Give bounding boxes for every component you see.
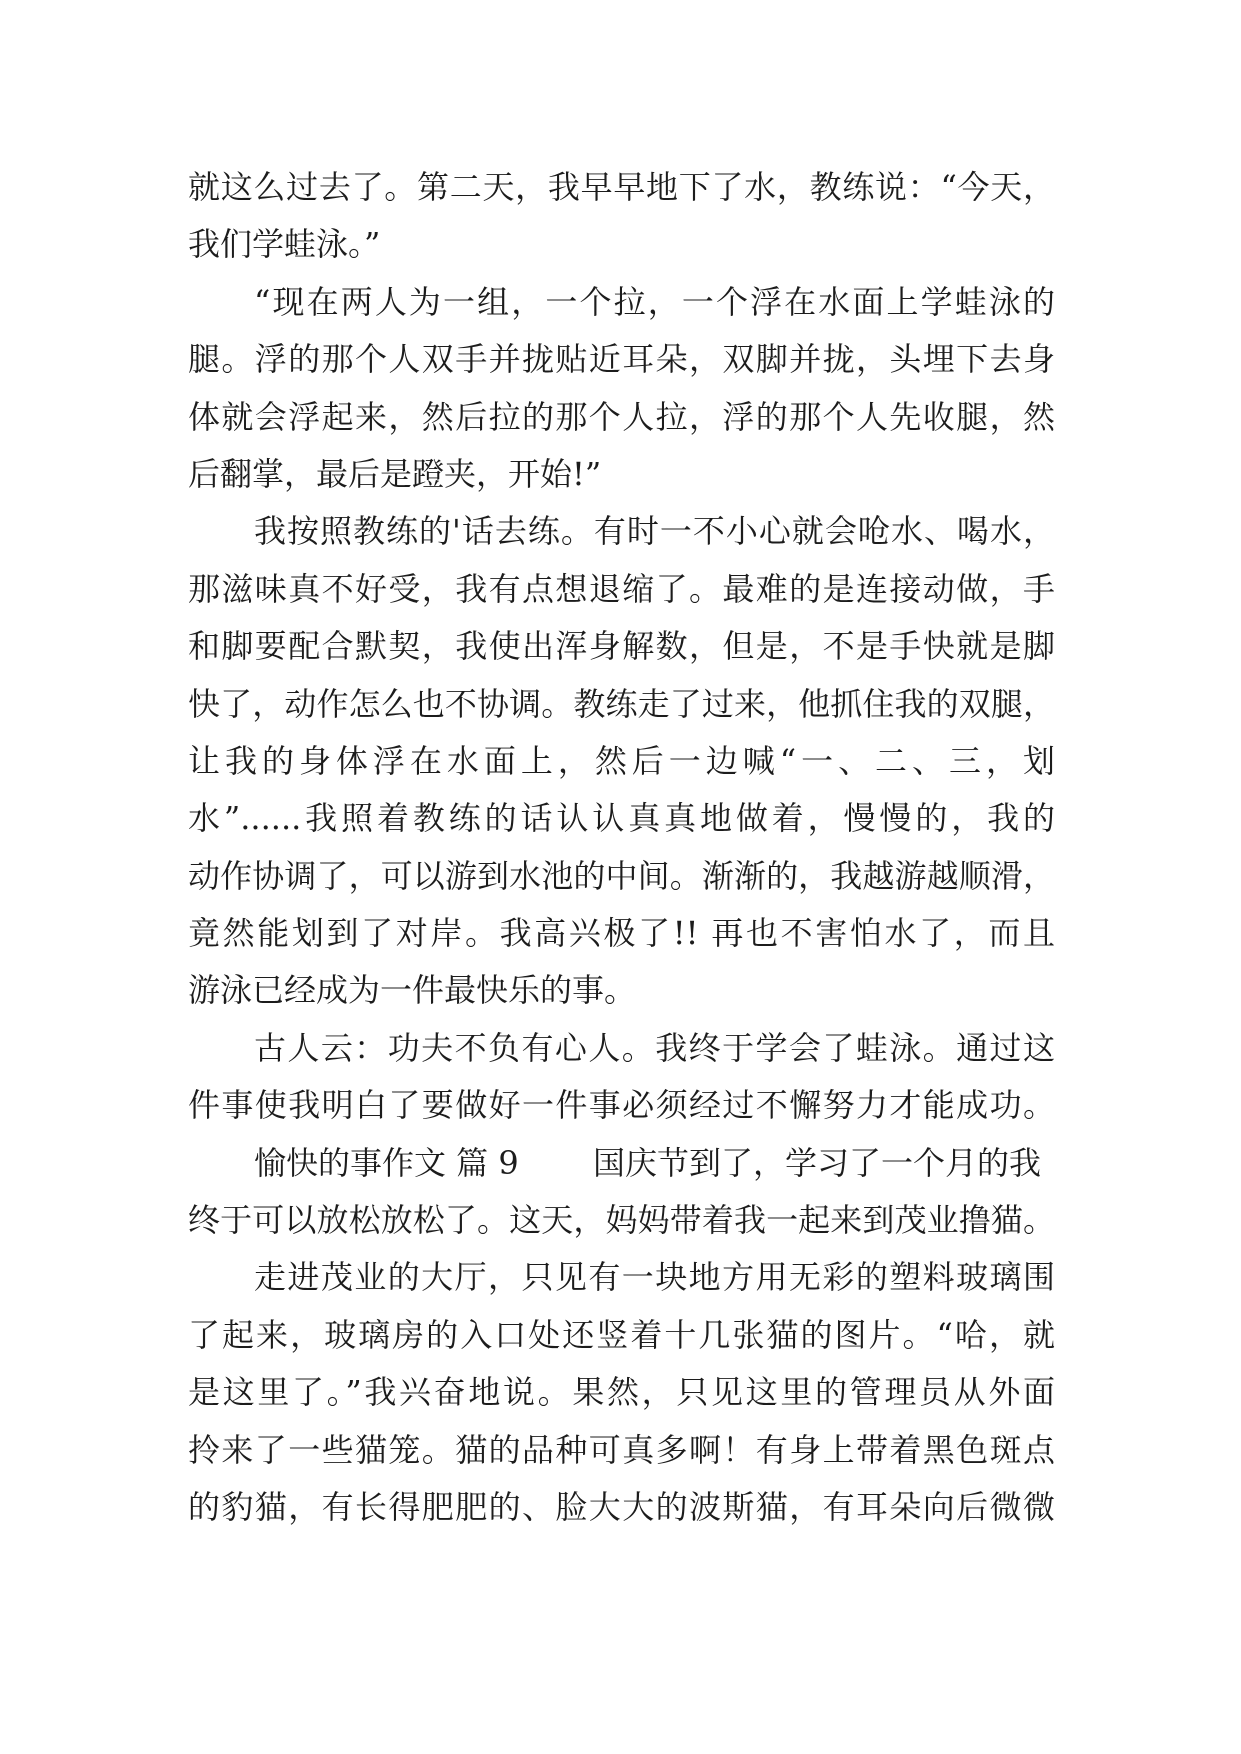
text-line: 和脚要配合默契，我使出浑身解数，但是，不是手快就是脚 — [188, 627, 1055, 666]
paragraph — [188, 159, 1055, 274]
text-line: 体就会浮起来，然后拉的那个人拉，浮的那个人先收腿，然 — [188, 397, 1055, 436]
text-line: 让我的身体浮在水面上，然后一边喊“一、二、三，划 — [188, 741, 1055, 780]
text-line: 终于可以放松放松了。这天，妈妈带着我一起来到茂业撸猫。 — [188, 1201, 1055, 1240]
text-line: 腿。浮的那个人双手并拢贴近耳朵，双脚并拢，头埋下去身 — [188, 340, 1055, 379]
paragraph — [188, 503, 1055, 1020]
paragraph — [188, 1249, 1055, 1536]
text-line: 拎来了一些猫笼。猫的品种可真多啊！有身上带着黑色斑点 — [188, 1430, 1055, 1469]
text-line: 游泳已经成为一件最快乐的事。 — [188, 971, 637, 1010]
paragraph — [188, 1020, 1055, 1135]
text-line: 我们学蛙泳。” — [188, 225, 381, 264]
text-line: 是这里了。”我兴奋地说。果然，只见这里的管理员从外面 — [188, 1373, 1055, 1412]
text-line: 走进茂业的大厅，只见有一块地方用无彩的塑料玻璃围 — [254, 1258, 1055, 1297]
text-line: 那滋味真不好受，我有点想退缩了。最难的是连接动做，手 — [188, 569, 1055, 608]
text-line: 快了，动作怎么也不协调。教练走了过来，他抓住我的双腿， — [188, 684, 1055, 723]
text-line — [188, 1135, 1055, 1192]
paragraph — [188, 274, 1055, 504]
text-line: 件事使我明白了要做好一件事必须经过不懈努力才能成功。 — [188, 1086, 1055, 1125]
text-line: 的豹猫，有长得肥肥的、脸大大的波斯猫，有耳朵向后微微 — [188, 1487, 1055, 1526]
essay-heading: 愉快的事作文 篇 9 — [254, 1143, 519, 1182]
text-line: 后翻掌，最后是蹬夹，开始!” — [188, 454, 602, 493]
document-body — [188, 159, 1055, 1536]
text-line: 动作协调了，可以游到水池的中间。渐渐的，我越游越顺滑， — [188, 856, 1055, 895]
text-line: 了起来，玻璃房的入口处还竖着十几张猫的图片。“哈，就 — [188, 1315, 1055, 1354]
text-fragment: 国庆节到了，学习了一个月的我 — [592, 1143, 1041, 1182]
paragraph — [188, 1135, 1055, 1250]
text-line: 我按照教练的'话去练。有时一不小心就会呛水、喝水， — [254, 512, 1055, 551]
text-line: 竟然能划到了对岸。我高兴极了!! 再也不害怕水了，而且 — [188, 914, 1055, 953]
text-line: 古人云：功夫不负有心人。我终于学会了蛙泳。通过这 — [254, 1028, 1055, 1067]
text-line: 水”......我照着教练的话认认真真地做着，慢慢的，我的 — [188, 799, 1055, 838]
text-line: “现在两人为一组，一个拉，一个浮在水面上学蛙泳的 — [254, 282, 1055, 321]
text-line: 就这么过去了。第二天，我早早地下了水，教练说：“今天， — [188, 168, 1055, 206]
